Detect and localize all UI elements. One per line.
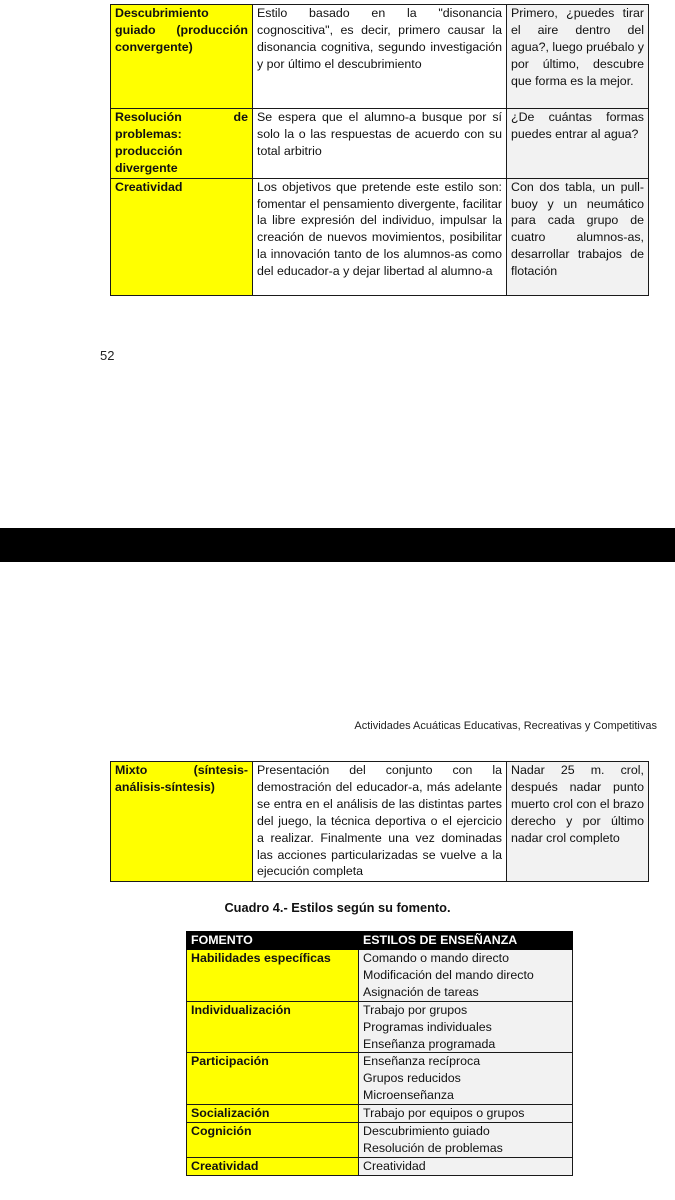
fomento-category-cell: Individualización xyxy=(187,1001,359,1053)
teaching-styles-cell xyxy=(359,1105,573,1123)
style-name-cell: Descubrimiento guiado (producción convergente) xyxy=(111,5,253,109)
table-row xyxy=(111,762,649,882)
table-row xyxy=(187,950,573,1002)
teaching-style-item: Enseñanza recíproca xyxy=(363,1054,481,1069)
style-example-cell: Con dos tabla, un pull-buoy y un neumático para cada grupo de cuatro alumnos-as, desarrollar trabajos de flotación xyxy=(507,178,649,295)
teaching-style-item: Trabajo por equipos o grupos xyxy=(363,1106,525,1121)
teaching-styles-cell xyxy=(359,950,573,1002)
running-header: Actividades Acuáticas Educativas, Recreativas y Competitivas xyxy=(354,720,657,732)
style-example-cell: ¿De cuántas formas puedes entrar al agua? xyxy=(507,109,649,179)
teaching-style-item: Enseñanza programada xyxy=(363,1036,496,1051)
fomento-category-cell: Socialización xyxy=(187,1105,359,1123)
teaching-styles-cell xyxy=(359,1053,573,1105)
style-description-cell: Presentación del conjunto con la demostración del educador-a, más adelante se entra en el análisis de las distintas partes del juego, la técnica deportiva o el ejercicio a realizar. Finalmente una vez dominadas las acciones particularizadas se vuelve a la ejecución completa xyxy=(253,762,507,882)
table-row xyxy=(187,1105,573,1123)
table-row xyxy=(111,5,649,109)
fomento-category-cell: Creatividad xyxy=(187,1157,359,1175)
teaching-style-item: Grupos reducidos xyxy=(363,1071,461,1086)
fomento-category-cell: Habilidades específicas xyxy=(187,950,359,1002)
teaching-style-item: Trabajo por grupos xyxy=(363,1002,468,1017)
style-name-cell: Mixto (síntesis-análisis-síntesis) xyxy=(111,762,253,882)
table-header-row xyxy=(187,932,573,950)
table-caption: Cuadro 4.- Estilos según su fomento. xyxy=(224,900,451,915)
table-row xyxy=(187,1001,573,1053)
fomento-category-cell: Participación xyxy=(187,1053,359,1105)
teaching-style-item: Asignación de tareas xyxy=(363,984,479,999)
teaching-style-item: Descubrimiento guiado xyxy=(363,1124,490,1139)
teaching-style-item: Resolución de problemas xyxy=(363,1140,503,1155)
page-number: 52 xyxy=(100,348,115,363)
fomento-table xyxy=(186,931,573,1176)
teaching-styles-cell xyxy=(359,1001,573,1053)
fomento-category-cell: Cognición xyxy=(187,1123,359,1158)
style-description-cell: Los objetivos que pretende este estilo son: fomentar el pensamiento divergente, facilitar la libre expresión del individuo, impulsar la creación de nuevos movimientos, posibilitar la innovación tanto de los alumnos-as como del educador-a y dejar libertad al alumno-a xyxy=(253,178,507,295)
teaching-style-item: Creatividad xyxy=(363,1158,426,1173)
teaching-styles-table-bottom xyxy=(110,761,649,882)
teaching-style-item: Microenseñanza xyxy=(363,1088,454,1103)
teaching-styles-cell xyxy=(359,1123,573,1158)
style-name-cell: Resolución de problemas: producción divergente xyxy=(111,109,253,179)
style-example-cell: Primero, ¿puedes tirar el aire dentro del agua?, luego pruébalo y por último, descubre que forma es la mejor. xyxy=(507,5,649,109)
style-description-cell: Se espera que el alumno-a busque por sí solo la o las respuestas de acuerdo con su total arbitrio xyxy=(253,109,507,179)
teaching-styles-cell xyxy=(359,1157,573,1175)
column-header-estilos: ESTILOS DE ENSEÑANZA xyxy=(359,932,573,950)
style-name-cell: Creatividad xyxy=(111,178,253,295)
table-row xyxy=(187,1123,573,1158)
style-example-cell: Nadar 25 m. crol, después nadar punto muerto crol con el brazo derecho y por último nadar crol completo xyxy=(507,762,649,882)
table-row xyxy=(187,1053,573,1105)
style-description-cell: Estilo basado en la "disonancia cognoscitiva", es decir, primero causar la disonancia cognitiva, segundo investigación y por último el descubrimiento xyxy=(253,5,507,109)
teaching-style-item: Modificación del mando directo xyxy=(363,967,534,982)
table-row xyxy=(111,178,649,295)
table-row xyxy=(111,109,649,179)
teaching-style-item: Comando o mando directo xyxy=(363,951,510,965)
page-separator-band xyxy=(0,528,675,562)
teaching-style-item: Programas individuales xyxy=(363,1019,492,1034)
table-row xyxy=(187,1157,573,1175)
teaching-styles-table-top xyxy=(110,4,649,296)
column-header-fomento: FOMENTO xyxy=(187,932,359,950)
